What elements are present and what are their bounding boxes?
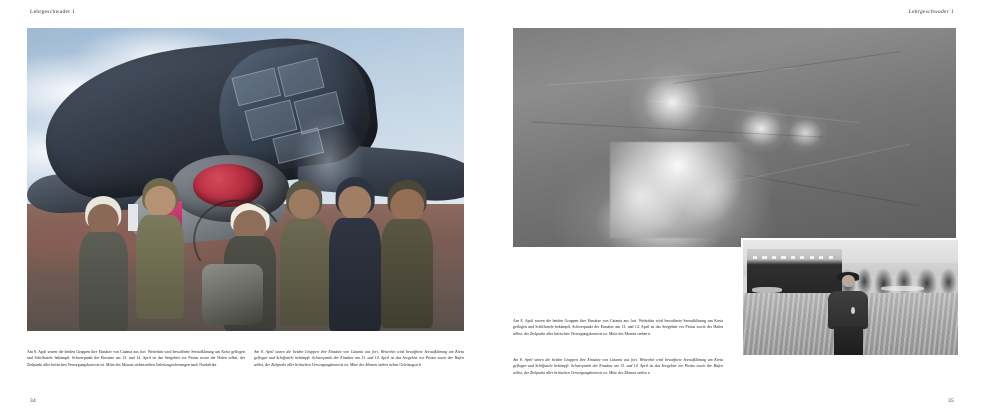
junkers-ju88-photo	[27, 28, 464, 331]
smoke-plume-shape	[610, 142, 787, 238]
parked-aircraft	[752, 287, 782, 293]
ju88-scene	[27, 28, 464, 331]
crew-figure	[136, 186, 184, 319]
folio-right: 35	[948, 398, 954, 404]
right-caption-text: Am 8. April setzen die beiden Gruppen ihre Einsätze von Catania aus fort. Weiterhin wird bewaffnete Seeaufklärung um Kreta geflogen und Schiffsziele bekämpft. Schwerpunkt der Einsätze am 13. und 14. April ist das Seegebiet vor Piräus sowie der Hafen selbst, der Zielpunkt aller britischen Versorgungskonvois ist. Mitte des Monats stehen u	[513, 358, 723, 375]
parked-aircraft	[881, 286, 924, 291]
pilot-badge	[851, 307, 855, 314]
left-body-text: Am 8. April setzen die beiden Gruppen ihre Einsätze von Catania aus fort. Weiterhin wird bewaffnete Seeaufklärung um Kreta geflogen und Schiffsziele bekämpft. Schwerpunkt der Einsätze am 13. und 14. April ist das Seegebiet vor Piräus sowie der Hafen selbst, der Zielpunkt aller britischen Versorgungskonvois ist. Mitte des Monats stehen neben Geleitzugsicherungen nach Nordafrika	[27, 350, 245, 367]
running-head-right: Lehrgeschwader 1	[908, 9, 954, 15]
aerial-scene	[513, 28, 956, 247]
crew-figure	[79, 204, 127, 331]
officer-scene	[743, 240, 958, 355]
running-head-left: Lehrgeschwader 1	[30, 9, 76, 15]
folio-left: 34	[30, 398, 36, 404]
officer-legs	[834, 326, 862, 355]
left-caption-text: Am 8. April setzen die beiden Gruppen ihre Einsätze von Catania aus fort. Weiterhin wird bewaffnete Seeaufklärung um Kreta geflogen und Schiffsziele bekämpft. Schwerpunkt der Einsätze am 13. und 14. April ist das Seegebiet vor Piräus sowie der Hafen selbst, der Zielpunkt aller britischen Versorgungskonvois ist. Mitte des Monats stehen neben Geleitzugsich	[254, 350, 464, 367]
officer-tunic	[828, 291, 868, 330]
crew-figure	[381, 189, 433, 328]
officer-portrait-photo	[743, 240, 958, 355]
officer-head	[842, 275, 854, 287]
officer-figure	[825, 275, 872, 356]
crew-figure	[329, 186, 381, 331]
right-body-text: Am 8. April setzen die beiden Gruppen ihre Einsätze von Catania aus fort. Weiterhin wird bewaffnete Seeaufklärung um Kreta geflogen und Schiffsziele bekämpft. Schwerpunkt der Einsätze am 13. und 14. April ist das Seegebiet vor Piräus sowie der Hafen selbst, der Zielpunkt aller britischen Versorgungskonvois ist. Mitte des Monats stehen n	[513, 319, 723, 336]
right-page	[492, 0, 984, 413]
crew-figure	[280, 189, 328, 325]
aerial-bombing-photo	[513, 28, 956, 247]
